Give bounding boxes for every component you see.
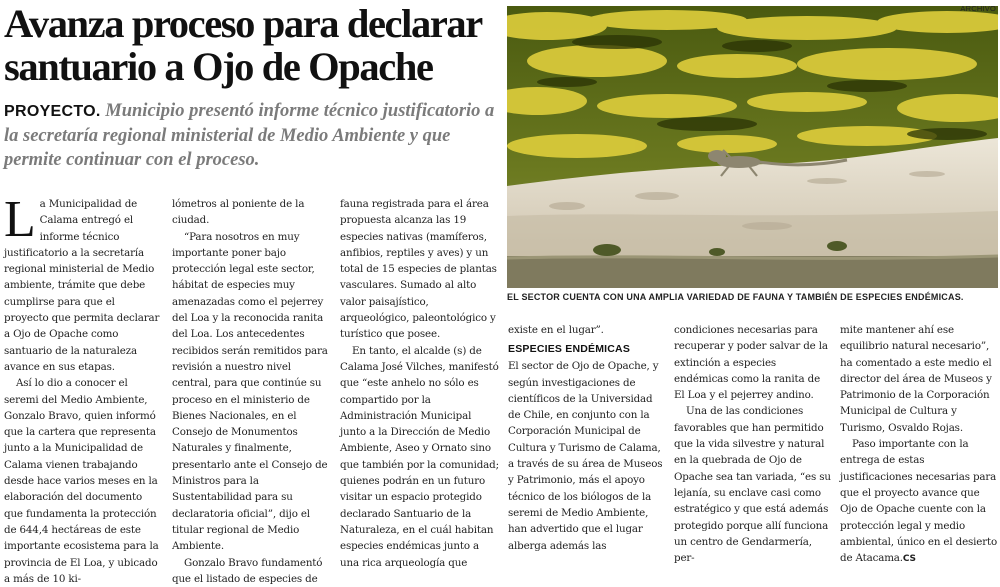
paragraph: lómetros al poniente de la ciudad. (172, 198, 305, 227)
headline: Avanza proceso para declarar santuario a Ojo de Opache (4, 1, 482, 89)
photo-caption: EL SECTOR CUENTA CON UNA AMPLIA VARIEDAD DE FAUNA Y TAMBIÉN DE ESPECIES ENDÉMICAS. (507, 292, 964, 302)
article-column-2 (172, 196, 332, 587)
article-column-1 (4, 191, 162, 587)
paragraph: Así lo dio a conocer el seremi del Medio Ambiente, Gonzalo Bravo, quien informó que la cartera que representa junto a la Municipalidad de Calama vienen trabajando desde hace varios meses en la elaboración del documento que fundamenta la protección de 644,4 hectáreas de este importante ecosistema para la provincia de El Loa, y ubicado a más de 10 ki- (4, 377, 159, 585)
drop-cap: L (4, 191, 36, 248)
deck-text: Municipio presentó informe técnico justificatorio a la secretaría regional ministerial de Medio Ambiente y que permite continuar con el proceso. (4, 101, 495, 170)
subheading: ESPECIES ENDÉMICAS (508, 343, 631, 356)
paragraph: condiciones necesarias para recuperar y poder salvar de la extinción a especies endémicas como la ranita de El Loa y el pejerrey andino. (674, 324, 828, 402)
photo-credit: ARCHIVO (960, 6, 996, 13)
article-column-6 (840, 322, 998, 567)
article-column-4 (508, 322, 664, 554)
paragraph: El sector de Ojo de Opache, y según investigaciones de científicos de la Universidad de Chile, en conjunto con la Corporación Municipal de Cultura y Turismo de Calama, a través de su área de Museos y Patrimonio, más el apoyo técnico de los biólogos de la seremi de Medio Ambiente, han advertido que el lugar alberga además las (508, 360, 663, 552)
article-column-3 (340, 196, 500, 571)
paragraph: a Municipalidad de Calama entregó el informe técnico justificatorio a la secretaría regional ministerial de Medio ambiente, trámite que debe cumplirse para que el proyecto que permita declarar a Ojo de Opache como santuario de la naturaleza avance en sus etapas. (4, 198, 160, 373)
paragraph: En tanto, el alcalde (s) de Calama José Vilches, manifestó que “este anhelo no sólo es compartido por la Administración Municipal junto a la Dirección de Medio Ambiente, Aseo y Ornato sino que también por la comunidad; quienes podrán en un futuro visitar un espacio protegido declarado Santuario de la Naturaleza, en el cuál habitan especies endémicas junto a una rica arqueología que (340, 344, 499, 569)
paragraph: fauna registrada para el área propuesta alcanza las 19 especies nativas (mamíferos, anfibios, reptiles y aves) y un total de 15 especies de plantas vasculares. Sumado al alto valor paisajístico, arqueológico, paleontológico y turístico que posee. (340, 198, 497, 341)
end-mark: CS (902, 554, 916, 565)
paragraph: Gonzalo Bravo fundamentó que el listado de especies de (172, 556, 323, 585)
deck-kicker: PROYECTO. (4, 103, 101, 120)
paragraph: Paso importante con la entrega de estas justificaciones necesarias para que el proyecto avance que Ojo de Opache cuente con la protección legal y medio ambiental, único en el desierto de Atacama. (840, 438, 998, 565)
paragraph: “Para nosotros en muy importante poner bajo protección legal este sector, hábitat de especies muy amenazadas como el pejerrey del Loa y la reconocida ranita del Loa. Los antecedentes recibidos serán remitidos para revisión a nuestro nivel central, para que continúe su proceso en el ministerio de Bienes Nacionales, en el Consejo de Monumentos Naturales y finalmente, presentarlo ante el Consejo de Ministros para la Sustentabilidad para su declaratoria oficial”, dijo el titular regional de Medio Ambiente. (172, 230, 328, 553)
lizard-photo (507, 6, 998, 288)
deck (4, 99, 499, 172)
paragraph: mite mantener ahí ese equilibrio natural necesario”, ha comentado a este medio el director del área de Museos y Patrimonio de la Corporación Municipal de Cultura y Turismo, Osvaldo Rojas. (840, 324, 992, 434)
paragraph: existe en el lugar”. (508, 324, 604, 336)
paragraph: Una de las condiciones favorables que han permitido que la vida silvestre y natural en la quebrada de Ojo de Opache sea tan variada, “es su lejanía, su enclave casi como estratégico y que está además protegido porque allí funciona un centro de Gendarmería, per- (674, 405, 831, 565)
landscape-illustration (507, 6, 998, 288)
article-column-5 (674, 322, 832, 566)
